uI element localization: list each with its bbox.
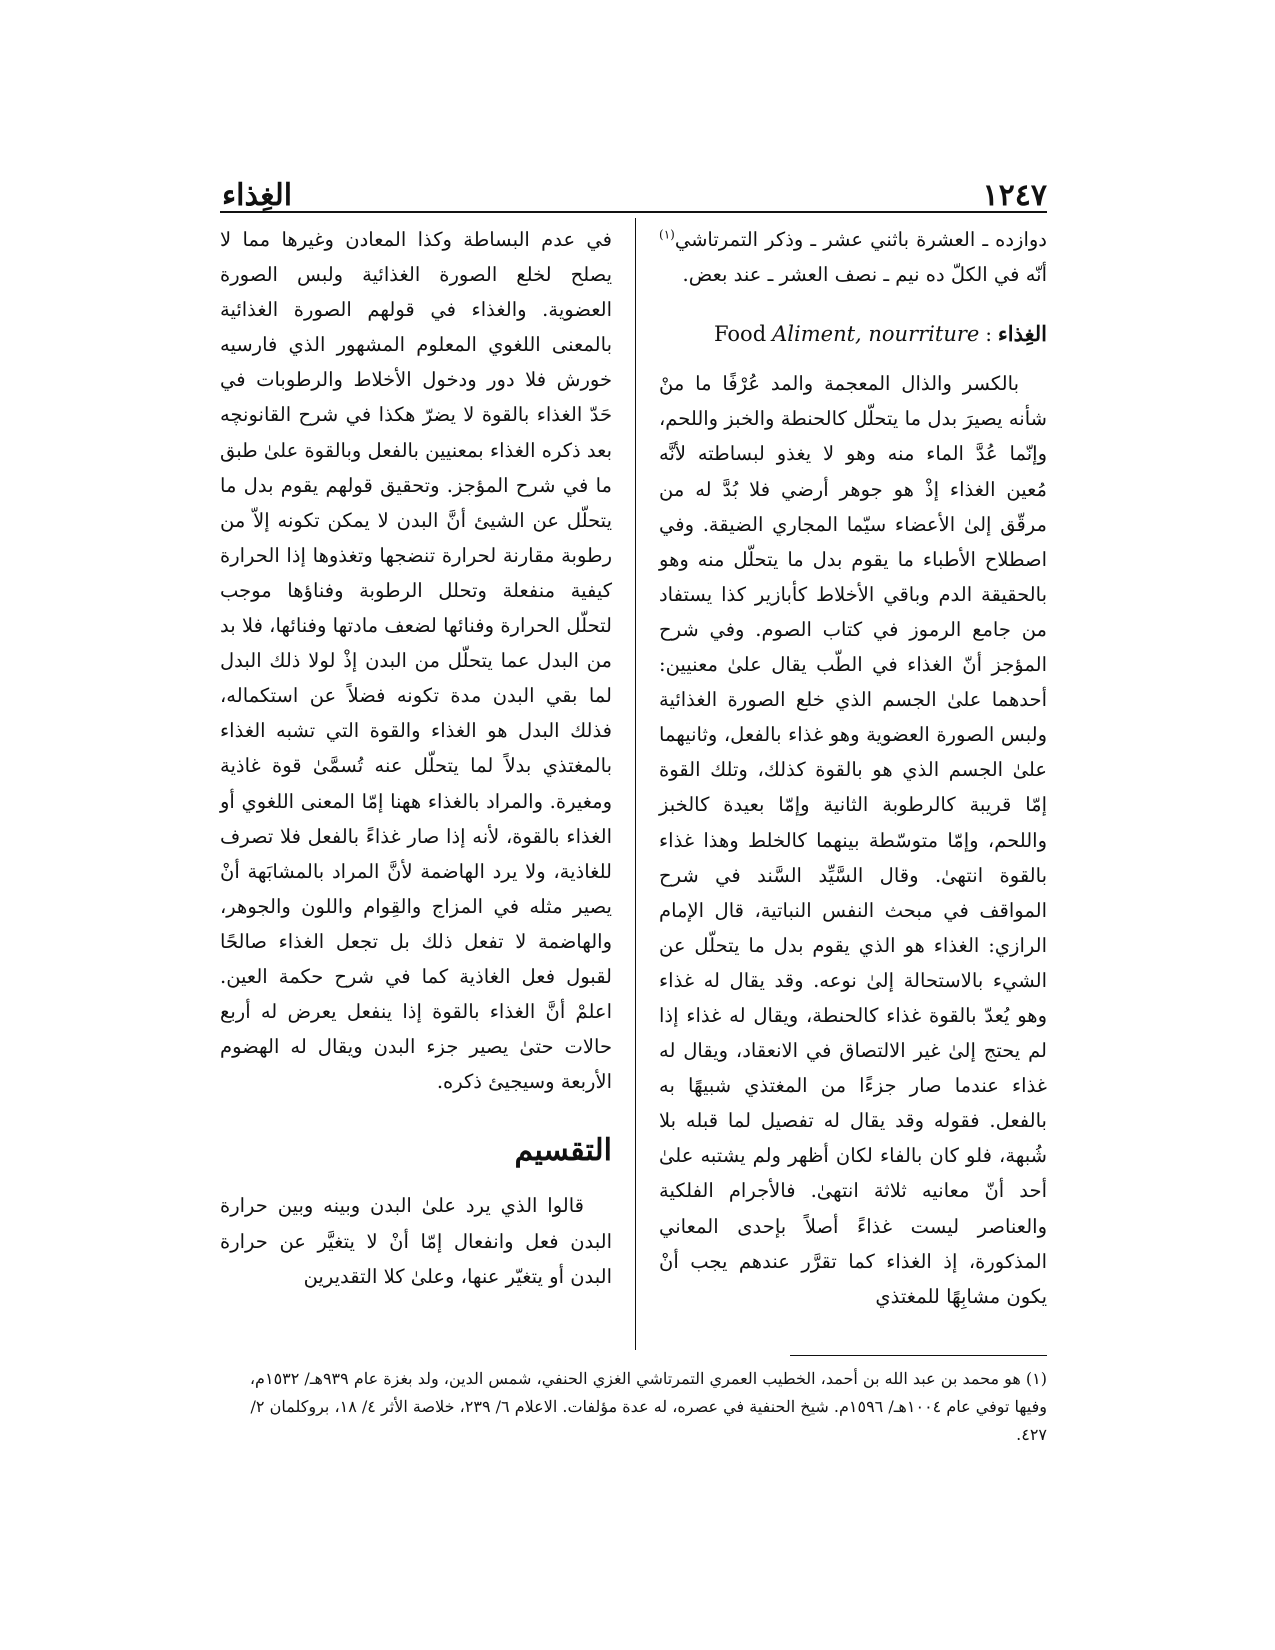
column-divider (635, 218, 636, 1350)
footnote-rule (790, 1355, 1047, 1356)
intro-text-continued: أنّه في الكلّ ده نيم ـ نصف العشر ـ عند بعض. (682, 263, 1047, 287)
entry-heading (659, 316, 1047, 352)
running-head: الغِذاء (222, 178, 293, 213)
continued-paragraph: في عدم البساطة وكذا المعادن وغيرها مما لا يصلح لخلع الصورة الغذائية ولبس الصورة العضوية. والغذاء في قولهم الصورة الغذائية بالمعنى اللغوي المعلوم المشهور الذي فارسيه خورش فلا دور ودخول الأخلاط والرطوبات في حَدّ الغذاء بالقوة لا يضرّ هكذا في شرح القانونچه بعد ذكره الغذاء بمعنيين بالفعل وبالقوة علىٰ طبق ما في شرح المؤجز. وتحقيق قولهم يقوم بدل ما يتحلّل عن الشيئ أنَّ البدن لا يمكن تكونه إلاّ من رطوبة مقارنة لحرارة تنضجها وتغذوها إذا الحرارة كيفية منفعلة وتحلل الرطوبة وفناؤها موجب لتحلّل الحرارة وفنائها لضعف مادتها وفنائها، فلا بد من البدل عما يتحلّل من البدن إذْ لولا ذلك البدل لما بقي البدن مدة تكونه فضلاً عن استكماله، فذلك البدل هو الغذاء والقوة التي تشبه الغذاء بالمغتذي بدلاً لما يتحلّل عنه تُسمَّىٰ قوة غاذية ومغيرة. والمراد بالغذاء ههنا إمّا المعنى اللغوي أو الغذاء بالقوة، لأنه إذا صار غذاءً بالفعل فلا تصرف للغاذية، ولا يرد الهاضمة لأنَّ المراد بالمشابَهة أنْ يصير مثله في المزاج والقِوام واللون والجوهر، والهاضمة لا تفعل ذلك بل تجعل الغذاء صالحًا لقبول فعل الغاذية كما في شرح حكمة العين. اعلمْ أنَّ الغذاء بالقوة إذا ينفعل يعرض له أربع حالات حتىٰ يصير جزء البدن ويقال له الهضوم الأربعة وسيجيئ ذكره. (220, 228, 612, 1094)
entry-separator: : (985, 323, 992, 347)
page-number: ١٢٤٧ (982, 178, 1047, 213)
intro-paragraph (659, 222, 1047, 292)
left-column (220, 222, 612, 1294)
section-paragraph: قالوا الذي يرد علىٰ البدن وبينه وبين حرارة البدن فعل وانفعال إمّا أنْ لا يتغيَّر عن حرارة البدن أو يتغيّر عنها، وعلىٰ كلا التقديرين (220, 1194, 612, 1288)
entry-term: الغِذاء (997, 321, 1047, 347)
intro-text: دوازده ـ العشرة باثني عشر ـ وذكر التمرتاشي (674, 228, 1047, 251)
header-rule (220, 211, 1047, 213)
entry-french: Aliment, nourriture (772, 322, 980, 347)
footnote-reference[interactable]: (١) (659, 227, 675, 242)
entry-english: Food (713, 322, 767, 347)
footnote: (١) هو محمد بن عبد الله بن أحمد، الخطيب العمري التمرتاشي الغزي الحنفي، شمس الدين، ولد بغزة عام ٩٣٩هـ/ ١٥٣٢م، وفيها توفي عام ١٠٠٤هـ/ ١٥٩٦م. شيخ الحنفية في عصره، له عدة مؤلفات. الاعلام ٦/ ٢٣٩، خلاصة الأثر ٤/ ١٨، بروكلمان ٢/ ٤٢٧. (249, 1369, 1047, 1444)
entry-body: بالكسر والذال المعجمة والمد عُرْفًا ما منْ شأنه يصيرَ بدل ما يتحلّل كالحنطة والخبز واللحم، وإنّما عُدَّ الماء منه وهو لا يغذو لبساطته لأنَّه مُعين الغذاء إذْ هو جوهر أرضي فلا بُدَّ له من مرقّق إلىٰ الأعضاء سيّما المجاري الضيقة. وفي اصطلاح الأطباء ما يقوم بدل ما يتحلّل منه وهو بالحقيقة الدم وباقي الأخلاط كأبازير كذا يستفاد من جامع الرموز في كتاب الصوم. وفي شرح المؤجز أنّ الغذاء في الطّب يقال علىٰ معنيين: أحدهما علىٰ الجسم الذي خلع الصورة الغذائية ولبس الصورة العضوية وهو غذاء بالفعل، وثانيهما علىٰ الجسم الذي هو بالقوة كذلك، وتلك القوة إمّا قريبة كالرطوبة الثانية وإمّا بعيدة كالخبز واللحم، وإمّا متوسّطة بينهما كالخلط وهذا غذاء بالقوة انتهىٰ. وقال السَّيِّد السَّند في شرح المواقف في مبحث النفس النباتية، قال الإمام الرازي: الغذاء هو الذي يقوم بدل ما يتحلّل عن الشيء بالاستحالة إلىٰ نوعه. وقد يقال له غذاء وهو يُعدّ بالقوة غذاء كالحنطة، ويقال له غذاء إذا لم يحتج إلىٰ غير الالتصاق في الانعقاد، ويقال له غذاء عندما صار جزءًا من المغتذي شبيهًا به بالفعل. فقوله وقد يقال له تفصيل لما قبله بلا شُبهة، فلو كان بالفاء لكان أظهر ولم يشتبه علىٰ أحد أنّ معانيه ثلاثة انتهىٰ. فالأجرام الفلكية والعناصر ليست غذاءً أصلاً بإحدى المعاني المذكورة، إذ الغذاء كما تقرَّر عندهم يجب أنْ يكون مشابِهًا للمغتذي (659, 372, 1047, 1308)
right-column (659, 222, 1047, 1314)
section-heading: التقسيم (514, 1133, 612, 1169)
